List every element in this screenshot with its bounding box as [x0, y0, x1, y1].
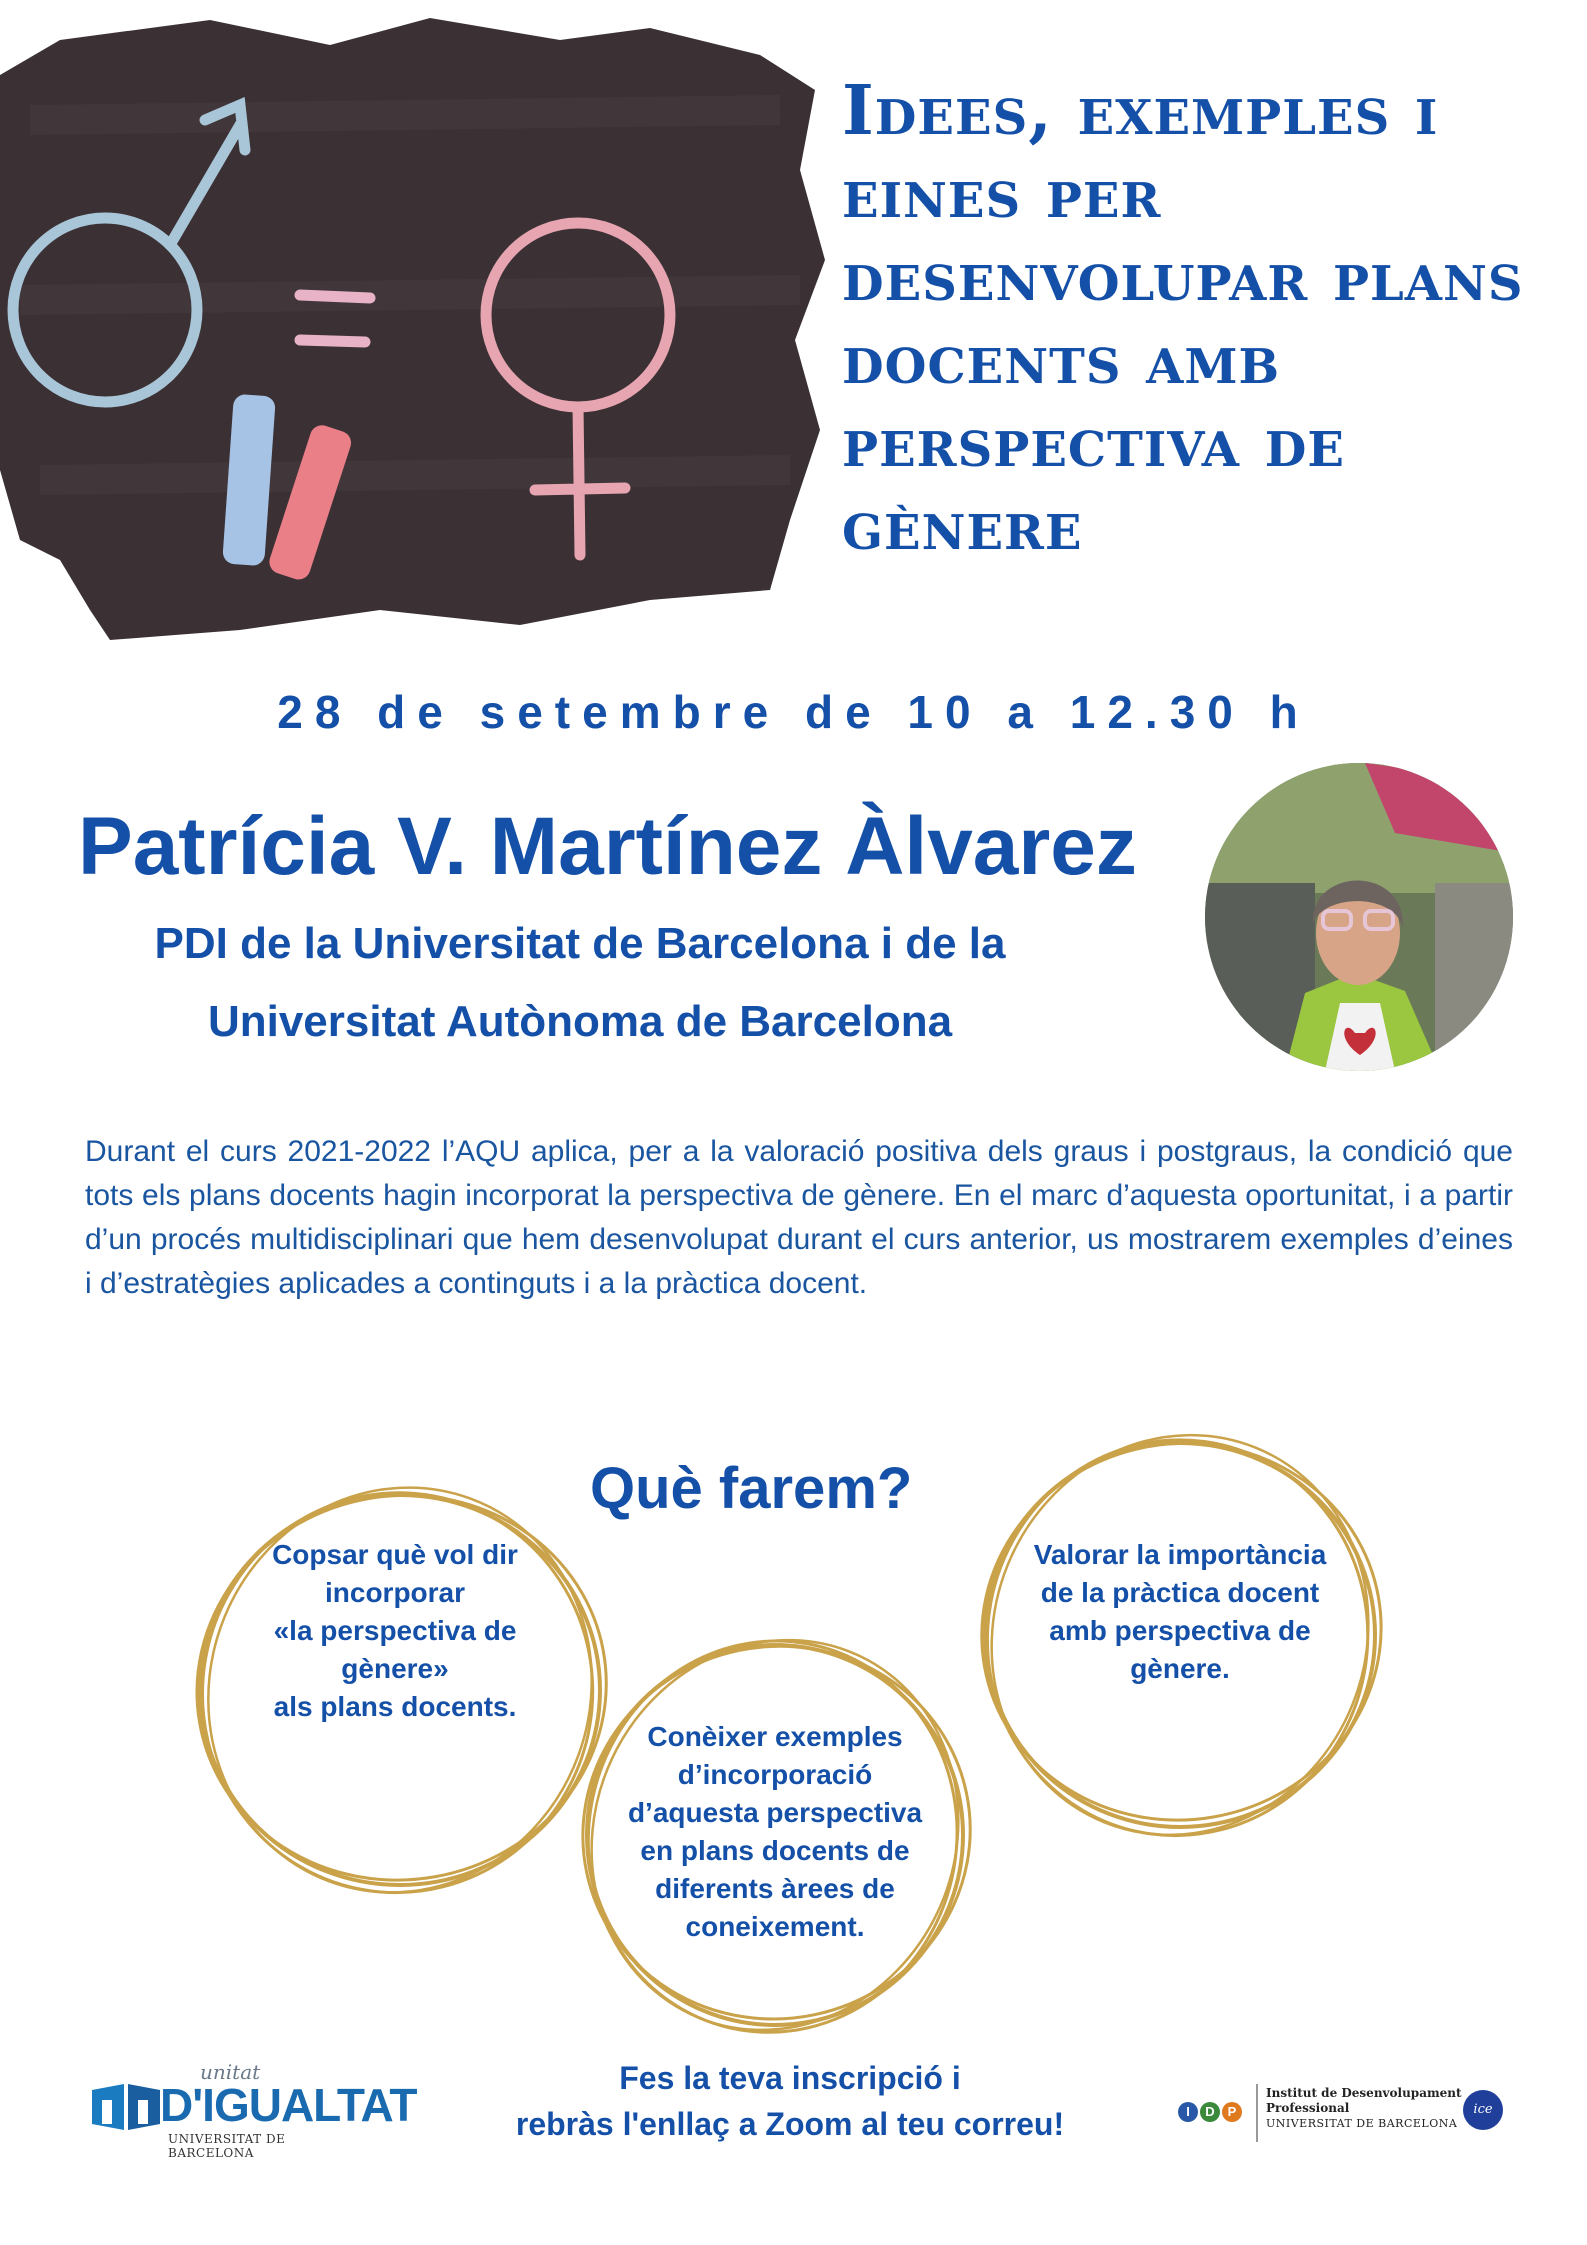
logo-sub-text: UNIVERSITAT DE BARCELONA [168, 2132, 286, 2160]
objective-3-line: Valorar la importància [1033, 1539, 1327, 1570]
idp-logo [1178, 2084, 1508, 2144]
idp-letter-p: P [1222, 2102, 1242, 2122]
speaker-photo [1205, 763, 1513, 1071]
objective-2-line: Conèixer exemples [647, 1721, 903, 1752]
objective-3-line: gènere. [1130, 1653, 1230, 1684]
objective-2-line: d’incorporació [677, 1759, 873, 1790]
objective-2 [600, 1718, 950, 1946]
logo-divider [1256, 2084, 1258, 2142]
objective-2-line: en plans docents de [640, 1835, 910, 1866]
objective-1 [215, 1536, 575, 1726]
objective-1-line: als plans docents. [273, 1691, 517, 1722]
idp-letter-d: D [1200, 2102, 1220, 2122]
affiliation-line-2: Universitat Autònoma de Barcelona [207, 997, 953, 1046]
objective-1-line: «la perspectiva de [273, 1615, 517, 1646]
logo-small-text: unitat [200, 2060, 261, 2084]
idp-line-2: Professional [1266, 2101, 1350, 2115]
idp-letter-i: I [1178, 2102, 1198, 2122]
event-description: Durant el curs 2021-2022 l’AQU aplica, per a la valoració positiva dels graus i postgraus, la condició que tots els plans docents hagin incorporat la perspectiva de gènere. En el marc d’aquesta oportunitat, i a partir d’un procés multidisciplinari que hem desenvolupat durant el curs anterior, us mostrarem exemples d’eines i d’estratègies aplicades a continguts i a la pràctica docent. [85, 1135, 1513, 1300]
objective-1-line: incorporar [324, 1577, 466, 1608]
objective-1-line: gènere» [341, 1653, 449, 1684]
ice-logo: ice [1463, 2090, 1503, 2130]
section-title: Què farem? [590, 1456, 913, 1521]
objective-3-line: amb perspectiva de [1049, 1615, 1311, 1646]
cta-line-1: Fes la teva inscripció i [619, 2060, 961, 2096]
objective-2-line: d’aquesta perspectiva [627, 1797, 923, 1828]
idp-line-3: UNIVERSITAT DE BARCELONA [1266, 2117, 1458, 2130]
speaker-affiliation [60, 905, 1100, 1061]
objective-2-line: diferents àrees de [655, 1873, 895, 1904]
idp-line-1: Institut de Desenvolupament [1266, 2086, 1462, 2100]
unitat-igualtat-logo [90, 2060, 417, 2160]
header-chalkboard-image [0, 0, 830, 650]
idp-name [1266, 2086, 1462, 2131]
event-date: 28 de setembre de 10 a 12.30 h [277, 686, 1310, 738]
objective-3-line: de la pràctica docent [1040, 1577, 1320, 1608]
book-icon [90, 2082, 162, 2132]
objective-3 [1005, 1536, 1355, 1688]
speaker-name: Patrícia V. Martínez Àlvarez [78, 801, 1137, 892]
cta-line-2: rebràs l'enllaç a Zoom al teu correu! [515, 2106, 1065, 2142]
page-title: Idees, exemples i eines per desenvolupar plans docents amb perspectiva de gènere [842, 71, 1524, 566]
logo-main-text: D'IGUALTAT [160, 2079, 417, 2131]
objective-1-line: Copsar què vol dir [272, 1539, 518, 1570]
objective-2-line: coneixement. [685, 1911, 865, 1942]
registration-call-to-action [440, 2055, 1140, 2147]
affiliation-line-1: PDI de la Universitat de Barcelona i de la [154, 919, 1006, 968]
